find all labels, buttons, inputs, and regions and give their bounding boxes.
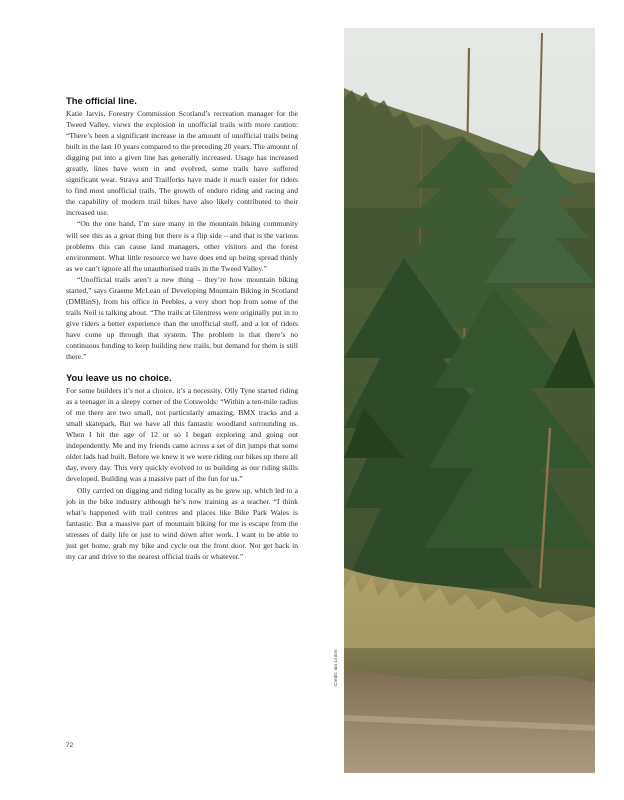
forest-photo	[344, 28, 595, 773]
paragraph: For some builders it’s not a choice, it’s a necessity. Olly Tyne started riding as a teenager in a sleepy corner of the Cotswolds: “Within a ten-mile radius of me there are two small, not particularly amazing, BMX tracks and a small skatepark. But we have all this fantastic woodland surrounding us. When I hit the age of 12 or so I began exploring and going out independently. Me and my friends came across a set of dirt jumps that some older lads had built. Before we knew it we were riding our bikes up there all day, every day. This very quickly evolved to us building as our riding skills developed. Building was a massive part of the fun for us.”	[66, 386, 298, 484]
paragraph: “On the one hand, I’m sure many in the mountain biking community will see this as a great thing but there is a flip side – and that is the various problems this can cause land managers, other visitors and the forest environment. What little resource we have does end up being spread thinly as we can’t ignore all the unauthorised trails in the Tweed Valley.”	[66, 219, 298, 273]
emphasis: much	[230, 175, 247, 185]
paragraph: Katie Jarvis, Forestry Commission Scotland’s recreation manager for the Tweed Valley, views the explosion in unofficial trails with more caution: “There’s been a significant increase in the amount of unofficial trails being built in the last 10 years compared to the preceding 20 years. The amount of digging put into a given line has generally increased. Usage has increased greatly, lines have worn in and evolved, some trails have suffered significant wear. Strava and Trailforks have made it much easier for riders to find most unofficial trails. The growth of enduro riding and racing and the capability of modern trail bikes have also likely contributed to their increased use.	[66, 109, 298, 218]
section-heading-official-line: The official line.	[66, 95, 137, 106]
page-number: 72	[66, 742, 74, 749]
article-column	[66, 95, 298, 562]
paragraph: Olly carried on digging and riding locally as he grew up, which led to a job in the bike industry although he’s now training as a teacher. “I think what’s happened with trail centres and places like Bike Park Wales is fantastic. But a massive part of mountain biking for me is escape from the stresses of daily life or just to wind down after work. I want to be able to just get home, grab my bike and cycle out the front door. Not get back in my car and drive to the nearest official trails or whatever.”	[66, 485, 298, 561]
paragraph: “Unofficial trails aren’t a new thing – they’re how mountain biking started,” says Graeme McLean of Developing Mountain Biking in Scotland (DMBinS), from his office in Peebles, a very short hop from some of the trails Neil is talking about. “The trails at Glentress were originally put in to give riders a better experience than the unofficial stuff, and a lot of riders have come up through that system. The problem is that there’s no continuous funding to keep building new trails, but demand for them is still there.”	[66, 274, 298, 362]
section-heading-no-choice: You leave us no choice.	[66, 372, 172, 384]
photo-credit: Credit: Ian Linton	[334, 649, 339, 686]
